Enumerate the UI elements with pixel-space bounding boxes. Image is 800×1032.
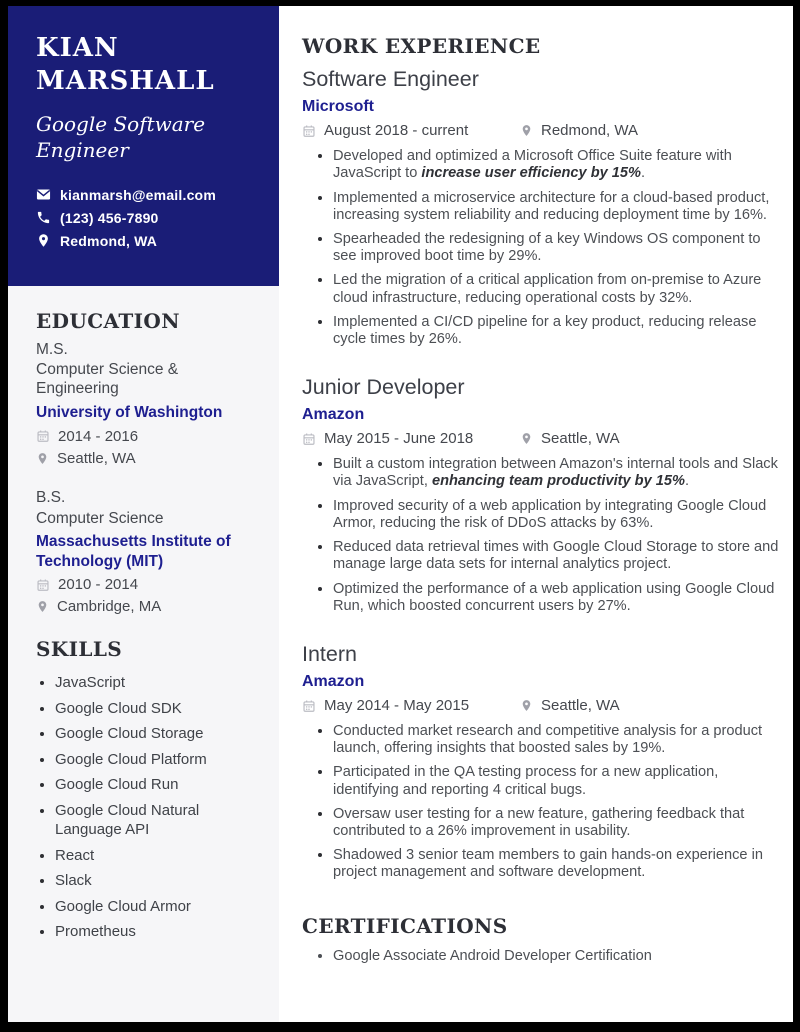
education-school: University of Washington [36, 404, 223, 422]
job-location [520, 697, 620, 714]
sidebar [8, 6, 279, 1022]
job-bullet [333, 847, 779, 881]
contact-text: (123) 456-7890 [60, 209, 159, 226]
contact-text: Redmond, WA [60, 232, 158, 249]
job-bullets [302, 148, 779, 348]
job-bullets [302, 456, 779, 615]
location-text: Seattle, WA [57, 449, 136, 467]
job-location [520, 430, 620, 447]
person-headline: Google Software Engineer [36, 111, 206, 162]
education-field: Computer Science [36, 509, 164, 527]
location-text: Seattle, WA [541, 430, 620, 448]
dates-text: 2014 - 2016 [58, 427, 139, 445]
work-experience-heading: WORK EXPERIENCE [302, 34, 541, 58]
bullet-text: Implemented a CI/CD pipeline for a key product, reducing release cycle times by 26%. [333, 313, 757, 347]
job-entry [302, 374, 779, 615]
company-name: Amazon [302, 672, 365, 690]
header-card [8, 6, 279, 286]
bullet-text: Optimized the performance of a web application using Google Cloud Run, which boosted concurrent users by 27%. [333, 580, 775, 614]
job-bullet [333, 190, 779, 224]
contact-block [36, 187, 263, 249]
bullet-text: Spearheaded the redesigning of a key Windows OS component to see improved boot time by 29%. [333, 230, 761, 265]
skill-item: • Google Cloud SDK [55, 699, 261, 719]
jobs-list [302, 66, 779, 882]
company-name: Microsoft [302, 97, 374, 115]
bullet-text: Conducted market research and competitive analysis for a product launch, offering insights that boosted sales by 19%. [333, 723, 763, 757]
bullet-text: Developed and optimized a Microsoft Office Suite feature with JavaScript to [333, 148, 732, 182]
skills-heading: SKILLS [36, 637, 123, 662]
company-name: Amazon [302, 406, 365, 424]
location-text: Redmond, WA [541, 122, 638, 140]
calendar-icon [302, 699, 316, 713]
skill-item: • Google Cloud Armor [55, 897, 261, 917]
job-dates [302, 697, 520, 714]
location-icon [36, 233, 51, 248]
job-dates [302, 122, 520, 139]
job-entry [302, 66, 779, 348]
location-icon [36, 451, 49, 466]
job-bullet [333, 723, 779, 757]
job-bullet [333, 272, 779, 306]
education-school: Massachusetts Institute of Technology (MIT) [36, 533, 231, 570]
calendar-icon [36, 578, 50, 592]
skill-item: • Google Cloud Natural Language API [55, 801, 261, 840]
emphasized-text: enhancing team productivity by 15% [431, 473, 685, 490]
education-list [36, 341, 261, 616]
location-icon [520, 431, 533, 446]
contact-text: kianmarsh@email.com [60, 186, 216, 203]
education-field: Computer Science & Engineering [36, 361, 179, 398]
certification-item: • Google Associate Android Developer Certification [333, 948, 779, 965]
education-location [36, 450, 261, 467]
education-entry [36, 341, 261, 467]
bullet-text: Led the migration of a critical application from on-premise to Azure cloud infrastructure, reducing operational costs by 32%. [333, 272, 762, 306]
job-location [520, 122, 638, 139]
skill-item: • JavaScript [55, 673, 261, 693]
bullet-text: Improved security of a web application by integrating Google Cloud Armor, reducing the risk of DDoS attacks by 63%. [333, 497, 767, 531]
skill-item: • Prometheus [55, 922, 261, 942]
job-bullet [333, 581, 779, 615]
main-column [279, 6, 793, 1022]
education-location [36, 598, 261, 615]
contact-row [36, 187, 263, 203]
bullet-text: Implemented a microservice architecture for a cloud-based product, increasing system reliability and reducing deployment time by 16%. [333, 189, 770, 223]
location-text: Cambridge, MA [57, 598, 162, 616]
resume-page [8, 6, 793, 1022]
job-bullet [333, 764, 779, 798]
calendar-icon [302, 124, 316, 138]
job-bullet [333, 539, 779, 573]
dates-text: May 2014 - May 2015 [324, 697, 470, 715]
bullet-text: Shadowed 3 senior team members to gain hands-on experience in project management and software development. [333, 847, 763, 881]
bullet-text: Participated in the QA testing process for a new application, identifying and reporting 4 critical bugs. [333, 764, 719, 798]
skill-item: • Google Cloud Run [55, 775, 261, 795]
skill-item: • Slack [55, 871, 261, 891]
job-bullet [333, 806, 779, 840]
emphasized-text: increase user efficiency by 15% [421, 165, 641, 182]
job-bullets [302, 723, 779, 882]
calendar-icon [302, 432, 316, 446]
job-bullet [333, 456, 779, 490]
job-meta [302, 122, 779, 139]
location-text: Seattle, WA [541, 697, 620, 715]
job-bullet [333, 498, 779, 532]
contact-row [36, 210, 263, 226]
location-icon [520, 123, 533, 138]
education-dates [36, 428, 261, 445]
certifications-heading: CERTIFICATIONS [302, 913, 508, 938]
education-degree: M.S. [36, 340, 68, 358]
job-bullet [333, 231, 779, 265]
skill-item: • React [55, 846, 261, 866]
skill-item: • Google Cloud Storage [55, 724, 261, 744]
job-title: Junior Developer [302, 375, 465, 400]
job-bullet [333, 148, 779, 182]
bullet-text: . [641, 165, 646, 182]
job-meta [302, 697, 779, 714]
education-heading: EDUCATION [36, 308, 180, 333]
job-entry [302, 641, 779, 882]
calendar-icon [36, 429, 50, 443]
education-entry [36, 489, 261, 616]
job-bullet [333, 314, 779, 348]
dates-text: 2010 - 2014 [58, 576, 139, 594]
certifications-section [302, 914, 779, 965]
dates-text: May 2015 - June 2018 [324, 430, 474, 448]
education-dates [36, 576, 261, 593]
bullet-text: Oversaw user testing for a new feature, gathering feedback that contributed to a 26% improvement in usability. [333, 805, 745, 840]
job-title: Intern [302, 641, 357, 666]
phone-icon [36, 210, 51, 225]
location-icon [36, 599, 49, 614]
job-title: Software Engineer [302, 67, 479, 91]
certifications-list [302, 948, 779, 965]
skill-item: • Google Cloud Platform [55, 750, 261, 770]
education-section [8, 309, 279, 616]
skills-section [8, 637, 279, 942]
person-name: KIAN MARSHALL [36, 33, 215, 97]
bullet-text: Built a custom integration between Amazon's internal tools and Slack via JavaScript, [333, 456, 778, 490]
job-dates [302, 430, 520, 447]
bullet-text: . [684, 473, 690, 490]
mail-icon [36, 187, 51, 202]
dates-text: August 2018 - current [324, 122, 469, 140]
location-icon [520, 698, 533, 713]
contact-row [36, 233, 263, 249]
bullet-text: Reduced data retrieval times with Google Cloud Storage to store and manage large data sets for internal analytics project. [333, 539, 779, 573]
job-meta [302, 430, 779, 447]
education-degree: B.S. [36, 488, 66, 506]
skills-list [36, 673, 261, 942]
